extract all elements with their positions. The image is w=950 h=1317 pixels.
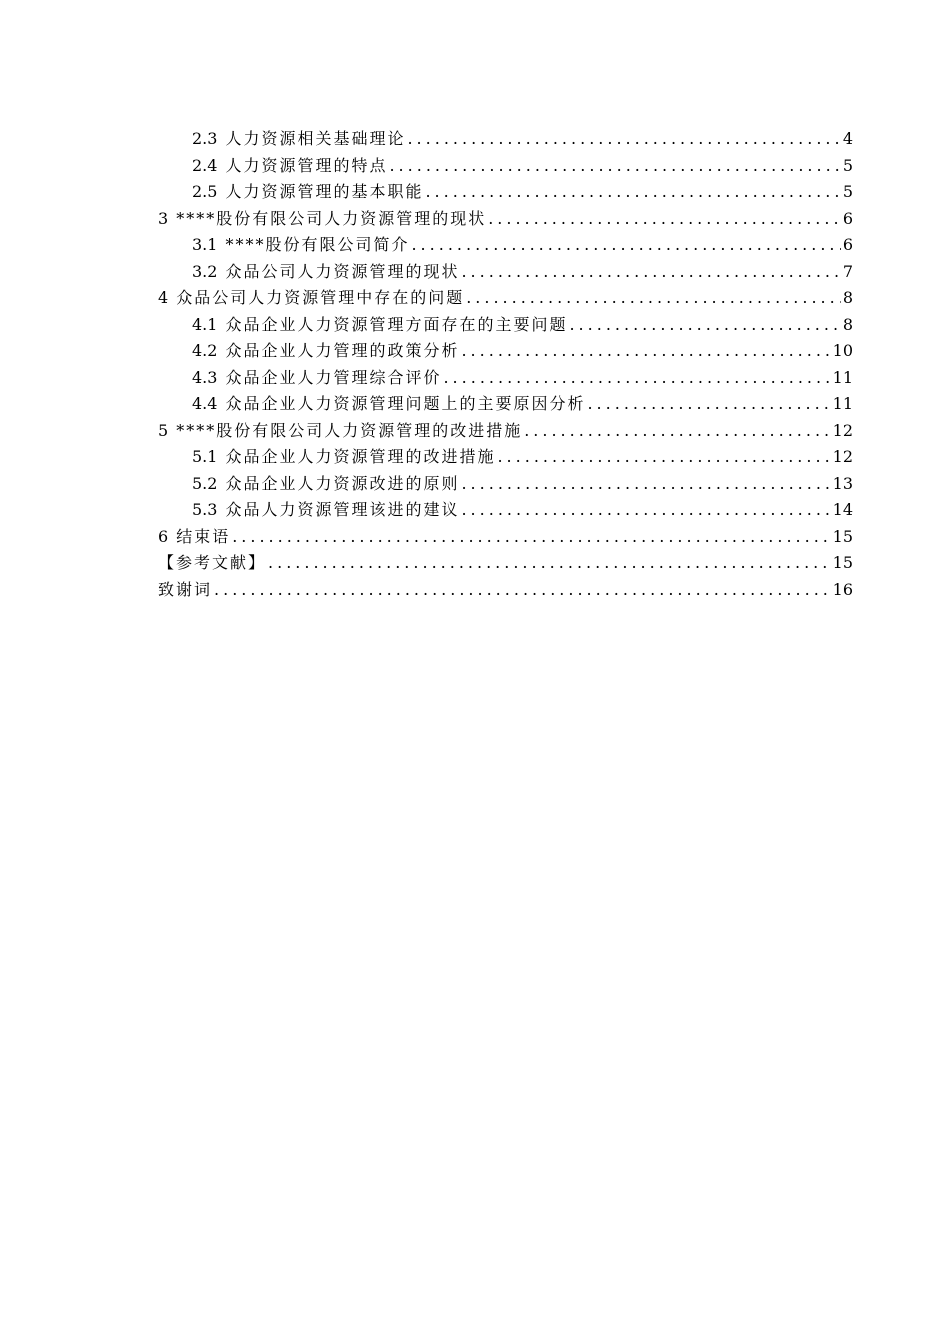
toc-entry-title: 众品企业人力管理的政策分析: [225, 341, 460, 360]
toc-entry-page: 15: [832, 553, 853, 572]
toc-entry-page: 12: [832, 447, 853, 466]
toc-leader-dots: [497, 447, 830, 466]
toc-leader-dots: [389, 156, 840, 175]
toc-entry-title: ****股份有限公司人力资源管理的现状: [176, 208, 487, 228]
toc-entry-title: 众品企业人力资源管理方面存在的主要问题: [225, 314, 568, 334]
table-of-contents: [158, 126, 853, 603]
toc-entry-title: 【参考文献】: [158, 553, 267, 572]
toc-entry-title: 众品公司人力资源管理的现状: [225, 261, 460, 281]
toc-entry-number: 4.2: [192, 341, 218, 360]
toc-leader-dots: [569, 315, 840, 334]
toc-entry-title: 致谢词: [158, 579, 213, 599]
toc-entry-number: 2.4: [192, 155, 218, 175]
toc-entry[interactable]: [158, 179, 853, 206]
toc-entry-number: 4.1: [192, 314, 218, 334]
toc-entry-title: 人力资源管理的特点: [225, 155, 388, 175]
toc-entry-page: 6: [842, 208, 853, 228]
toc-entry-page: 12: [832, 420, 853, 440]
toc-entry-page: 15: [832, 526, 853, 546]
toc-leader-dots: [461, 500, 830, 519]
toc-entry[interactable]: [158, 338, 853, 365]
toc-leader-dots: [461, 341, 830, 360]
toc-entry-title: ****股份有限公司人力资源管理的改进措施: [176, 420, 523, 440]
toc-entry-page: 11: [832, 367, 853, 387]
toc-entry-page: 16: [832, 579, 853, 599]
toc-entry-number: 3: [158, 208, 169, 228]
toc-entry-title: 众品企业人力资源管理问题上的主要原因分析: [225, 394, 586, 413]
toc-entry[interactable]: [158, 577, 853, 604]
toc-entry-title: 结束语: [176, 526, 231, 546]
toc-entry-page: 11: [832, 394, 853, 413]
toc-leader-dots: [488, 209, 841, 228]
toc-leader-dots: [407, 129, 840, 148]
toc-entry-number: 4.3: [192, 367, 218, 387]
toc-leader-dots: [524, 421, 830, 440]
toc-leader-dots: [461, 474, 830, 493]
toc-entry[interactable]: [158, 153, 853, 180]
toc-entry[interactable]: [158, 259, 853, 286]
toc-entry-title: ****股份有限公司简介: [225, 235, 410, 254]
toc-entry-number: 2.3: [192, 129, 218, 148]
toc-entry[interactable]: [158, 524, 853, 551]
toc-entry[interactable]: [158, 391, 853, 418]
toc-entry-page: 5: [842, 155, 853, 175]
toc-entry-page: 4: [842, 129, 853, 148]
toc-leader-dots: [443, 368, 830, 387]
toc-leader-dots: [425, 182, 840, 201]
toc-entry[interactable]: [158, 497, 853, 524]
toc-leader-dots: [214, 580, 831, 599]
toc-entry-page: 8: [842, 314, 853, 334]
toc-leader-dots: [461, 262, 840, 281]
toc-entry-title: 人力资源管理的基本职能: [225, 182, 424, 201]
toc-entry-title: 众品企业人力管理综合评价: [225, 367, 442, 387]
toc-leader-dots: [268, 553, 831, 572]
toc-entry[interactable]: [158, 365, 853, 392]
toc-entry[interactable]: [158, 312, 853, 339]
toc-entry-number: 6: [158, 526, 169, 546]
toc-entry-number: 5.3: [192, 500, 218, 519]
toc-entry-page: 14: [832, 500, 853, 519]
toc-entry-title: 众品人力资源管理该进的建议: [225, 500, 460, 519]
toc-entry-number: 2.5: [192, 182, 218, 201]
toc-entry[interactable]: [158, 444, 853, 471]
toc-entry-number: 4.4: [192, 394, 218, 413]
toc-entry-number: 5.2: [192, 473, 218, 493]
toc-entry-page: 10: [832, 341, 853, 360]
toc-leader-dots: [411, 235, 840, 254]
toc-entry-title: 众品企业人力资源管理的改进措施: [225, 447, 496, 466]
toc-entry-page: 6: [842, 235, 853, 254]
toc-entry-title: 众品企业人力资源改进的原则: [225, 473, 460, 493]
toc-entry-number: 4: [158, 288, 169, 307]
toc-entry[interactable]: [158, 126, 853, 153]
toc-leader-dots: [232, 527, 830, 546]
toc-entry-page: 5: [842, 182, 853, 201]
toc-entry-page: 8: [842, 288, 853, 307]
toc-leader-dots: [587, 394, 830, 413]
toc-leader-dots: [466, 288, 841, 307]
toc-entry-number: 5.1: [192, 447, 218, 466]
toc-entry-page: 13: [832, 473, 853, 493]
toc-entry[interactable]: [158, 471, 853, 498]
toc-entry[interactable]: [158, 550, 853, 577]
toc-entry[interactable]: [158, 206, 853, 233]
toc-entry-number: 3.1: [192, 235, 218, 254]
toc-entry[interactable]: [158, 418, 853, 445]
toc-entry[interactable]: [158, 285, 853, 312]
toc-entry-page: 7: [842, 261, 853, 281]
toc-entry-title: 众品公司人力资源管理中存在的问题: [176, 288, 465, 307]
toc-entry-title: 人力资源相关基础理论: [225, 129, 406, 148]
toc-entry-number: 5: [158, 420, 169, 440]
toc-entry-number: 3.2: [192, 261, 218, 281]
toc-entry[interactable]: [158, 232, 853, 259]
